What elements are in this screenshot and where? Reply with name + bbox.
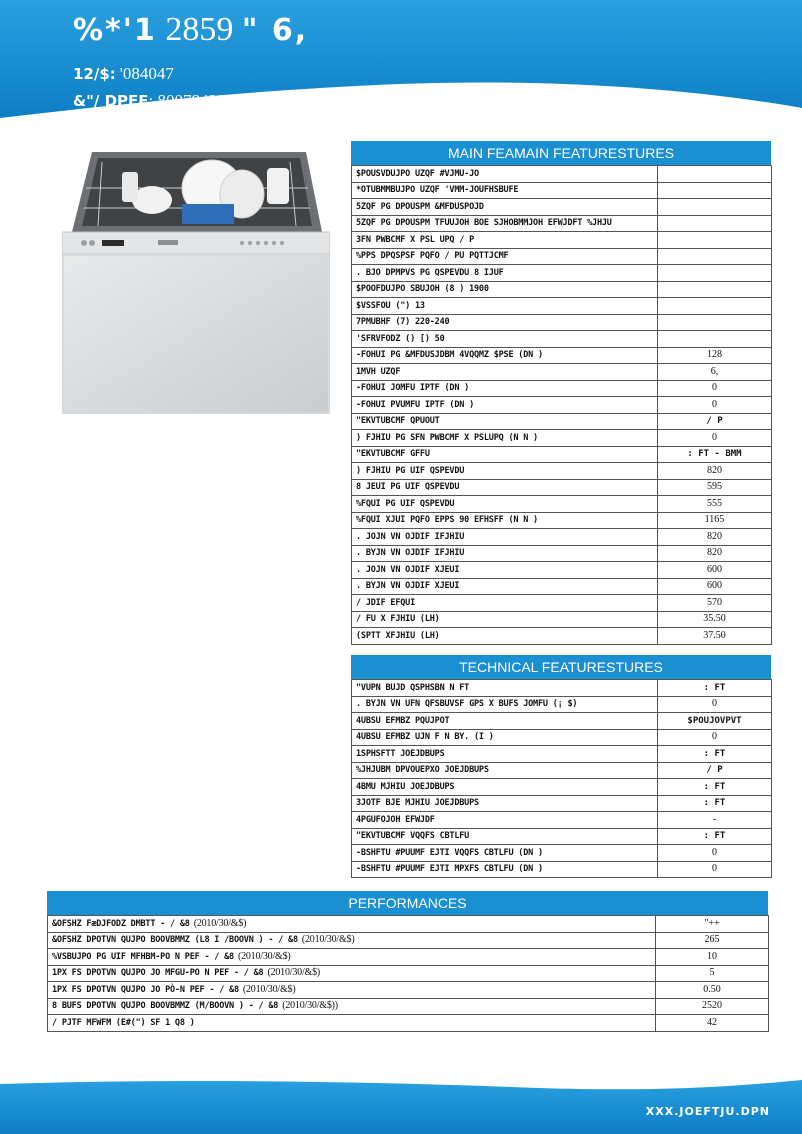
row-value: : FT (658, 779, 772, 796)
row-value: 42 (656, 1015, 769, 1032)
row-value: 1165 (658, 512, 772, 529)
table-row (352, 364, 772, 381)
row-label-text: 1MVH UZQF (356, 366, 401, 377)
row-value: 10 (656, 949, 769, 966)
row-label (48, 916, 656, 933)
table-row (352, 529, 772, 546)
row-value: / P (658, 762, 772, 779)
table-row (48, 1015, 769, 1032)
table-row (352, 845, 772, 862)
row-label (352, 680, 658, 697)
row-label-text: -FOHUI JOMFU IPTF (DN ) (356, 383, 470, 394)
row-label (352, 611, 658, 628)
row-label (352, 281, 658, 298)
row-value (658, 298, 772, 315)
table-row (352, 479, 772, 496)
row-value (658, 232, 772, 249)
row-label-text: 7PMUBHF (7) 220-240 (356, 317, 450, 328)
website-link[interactable]: XXX.JOEFTJU.DPN (645, 1105, 770, 1118)
row-label-text: 4BMU MJHIU JOEJDBUPS (356, 781, 455, 792)
product-code-line: 12/$: '084047 (73, 64, 174, 83)
row-label (352, 199, 658, 216)
row-label (352, 795, 658, 812)
row-label-text: "VUPN BUJD QSPHSBN N FT (356, 682, 470, 693)
row-value: 0 (658, 729, 772, 746)
row-value: 600 (658, 562, 772, 579)
row-label-text: / FU X FJHIU (LH) (356, 614, 440, 625)
row-value: : FT (658, 680, 772, 697)
table-row (352, 446, 772, 463)
row-value: - (658, 812, 772, 829)
table-row (352, 380, 772, 397)
row-label (352, 430, 658, 447)
row-value: 820 (658, 545, 772, 562)
row-label-text: &OFSHZ DPOTVN QUJPO BOOVBMMZ (L8 I /BOOVN ) - / &8 (52, 935, 298, 946)
row-value: / P (658, 413, 772, 430)
row-label-text: (SPTT XFJHIU (LH) (356, 630, 440, 641)
row-label-text: 'SFRVFODZ () [) 50 (356, 333, 445, 344)
row-label-text: 8 BUFS DPOTVN QUJPO BOOVBMMZ (M/BOOVN ) - / &8 (52, 1001, 279, 1012)
row-value: 595 (658, 479, 772, 496)
row-label-extra: (2010/30/&$) (267, 967, 321, 979)
row-label (352, 182, 658, 199)
table-row (352, 628, 772, 645)
row-label-text: "EKVTUBCMF QPUOUT (356, 416, 440, 427)
row-label (352, 545, 658, 562)
row-label-text: &OFSHZ FæDJFODZ DMBTT - / &8 (52, 918, 190, 929)
row-label-extra: (2010/30/&$) (237, 950, 291, 962)
row-label (352, 729, 658, 746)
table-row (352, 463, 772, 480)
row-label-text: -BSHFTU #PUUMF EJTI MPXFS CBTLFU (DN ) (356, 864, 543, 875)
row-label-text: 5ZQF PG DPOUSPM &MFDUSPOJD (356, 201, 484, 212)
technical-features-table (351, 679, 772, 878)
table-row (48, 998, 769, 1015)
row-label (48, 965, 656, 982)
table-row (48, 932, 769, 949)
table-row (352, 331, 772, 348)
row-value: 820 (658, 463, 772, 480)
table-row (352, 182, 772, 199)
row-label-text: 1PX FS DPOTVN QUJPO JO MFGU-PO N PEF - / &8 (52, 968, 264, 979)
row-value: 5 (656, 965, 769, 982)
row-value: 0 (658, 696, 772, 713)
row-label (352, 446, 658, 463)
row-value: 820 (658, 529, 772, 546)
row-label-text: 3JOTF BJE MJHIU JOEJDBUPS (356, 798, 479, 809)
row-value: 555 (658, 496, 772, 513)
row-value: 0 (658, 380, 772, 397)
row-label-text: 3FN PWBCMF X PSL UPQ / P (356, 234, 475, 245)
row-value: 35.50 (658, 611, 772, 628)
row-value: 37.50 (658, 628, 772, 645)
footer-banner (0, 1078, 802, 1134)
row-label-extra: (2010/30/&$)) (282, 1000, 338, 1012)
table-row (352, 828, 772, 845)
row-label-text: ) FJHIU PG UIF QSPEVDU (356, 465, 465, 476)
row-label-text: / PJTF MFWFM (E#(") SF 1 Q8 ) (52, 1017, 195, 1028)
row-label-text: 4UBSU EFMBZ UJN F N BY. (I ) (356, 732, 494, 743)
table-row (352, 611, 772, 628)
row-value: 0 (658, 430, 772, 447)
row-label-text: 4UBSU EFMBZ PQUJPOT (356, 715, 450, 726)
row-label (352, 397, 658, 414)
row-label-text: . JOJN VN OJDIF IFJHIU (356, 531, 465, 542)
row-label-text: . BYJN VN UFN QFSBUVSF GPS X BUFS JOMFU (¡ $) (356, 699, 578, 710)
row-label-text: . BYJN VN OJDIF XJEUI (356, 581, 460, 592)
row-label-extra: (2010/30/&$) (242, 983, 296, 995)
table-row (48, 982, 769, 999)
row-value: $POUJOVPVT (658, 713, 772, 730)
table-row (48, 965, 769, 982)
row-label-text: -FOHUI PG &MFDUSJDBM 4VQQMZ $PSE (DN ) (356, 350, 543, 361)
row-label (352, 496, 658, 513)
row-value: 600 (658, 578, 772, 595)
table-row (352, 265, 772, 282)
row-label (352, 713, 658, 730)
table-row (352, 248, 772, 265)
row-label-text: %VSBUJPO PG UIF MFHBM-PO N PEF - / &8 (52, 951, 234, 962)
table-row (352, 232, 772, 249)
performances-table (47, 915, 769, 1032)
table-row (352, 199, 772, 216)
row-value: : FT (658, 795, 772, 812)
row-label-text: %FQUI XJUI PQFO EPPS 90 EFHSFF (N N ) (356, 515, 538, 526)
table-row (352, 696, 772, 713)
row-value (658, 281, 772, 298)
row-label (352, 331, 658, 348)
row-value (658, 248, 772, 265)
row-label-text: %FQUI PG UIF QSPEVDU (356, 498, 455, 509)
row-value: 0 (658, 397, 772, 414)
table-row (352, 281, 772, 298)
row-label (352, 746, 658, 763)
row-label (48, 982, 656, 999)
row-value (658, 166, 772, 183)
row-label (352, 562, 658, 579)
table-row (352, 166, 772, 183)
row-value: 0.50 (656, 982, 769, 999)
row-label-text: "EKVTUBCMF GFFU (356, 449, 430, 460)
row-label-text: *OTUBMMBUJPO UZQF 'VMM-JOUFHSBUFE (356, 185, 519, 196)
row-label-text: . BJO DPMPVS PG QSPEVDU 8 IJUF (356, 267, 504, 278)
row-value: 6, (658, 364, 772, 381)
table-row (352, 314, 772, 331)
technical-features-heading: TECHNICAL FEATURESTURES (351, 655, 771, 679)
row-value (658, 265, 772, 282)
row-label (352, 314, 658, 331)
row-label (352, 413, 658, 430)
row-label-text: 1PX FS DPOTVN QUJPO JO PÒ-N PEF - / &8 (52, 984, 239, 995)
row-label (48, 998, 656, 1015)
table-row (352, 347, 772, 364)
table-row (352, 562, 772, 579)
main-features-heading: MAIN FEAMAIN FEATURESTURES (351, 141, 771, 165)
table-row (352, 496, 772, 513)
row-label-text: %JHJUBM DPVOUEPXO JOEJDBUPS (356, 765, 489, 776)
row-label-text: "EKVTUBCMF VQQFS CBTLFU (356, 831, 470, 842)
row-label (48, 932, 656, 949)
table-row (352, 729, 772, 746)
table-row (352, 413, 772, 430)
table-row (352, 861, 772, 878)
row-value: 570 (658, 595, 772, 612)
row-value (658, 331, 772, 348)
row-value: : FT - BMM (658, 446, 772, 463)
main-features-table (351, 165, 772, 645)
row-label-text: $POUSVDUJPO UZQF #VJMU-JO (356, 168, 479, 179)
row-label (352, 512, 658, 529)
row-label-text: 8 JEUI PG UIF QSPEVDU (356, 482, 460, 493)
row-value: 0 (658, 861, 772, 878)
row-label-text: $POOFDUJPO SBUJOH (8 ) 1900 (356, 284, 489, 295)
row-value: 265 (656, 932, 769, 949)
row-label-extra: (2010/30/&$) (301, 934, 355, 946)
row-label-text: . BYJN VN OJDIF IFJHIU (356, 548, 465, 559)
row-label (352, 347, 658, 364)
row-label-text: %PPS DPQSPSF PQFO / PU PQTTJCMF (356, 251, 509, 262)
performances-heading: PERFORMANCES (47, 891, 768, 915)
row-value: 2520 (656, 998, 769, 1015)
ean-code-line: &"/ DPEF: 8007842840476 (73, 91, 269, 110)
row-label-text: ) FJHIU PG SFN PWBCMF X PSLUPQ (N N ) (356, 432, 538, 443)
table-row (352, 430, 772, 447)
row-value (658, 314, 772, 331)
table-row (352, 762, 772, 779)
row-label (352, 578, 658, 595)
table-row (352, 215, 772, 232)
row-label-text: -BSHFTU #PUUMF EJTI VQQFS CBTLFU (DN ) (356, 847, 543, 858)
row-label (352, 595, 658, 612)
table-row (352, 512, 772, 529)
row-label (352, 762, 658, 779)
table-row (352, 812, 772, 829)
table-row (352, 779, 772, 796)
row-label (352, 812, 658, 829)
row-label (352, 861, 658, 878)
table-row (352, 397, 772, 414)
row-value (658, 215, 772, 232)
model-title: %*'1 2859 " 6, (73, 11, 309, 48)
row-value (658, 182, 772, 199)
dishwasher-image (62, 148, 330, 416)
row-label (352, 845, 658, 862)
row-value: "++ (656, 916, 769, 933)
table-row (352, 595, 772, 612)
row-label-text: 1SPHSFTT JOEJDBUPS (356, 748, 445, 759)
row-label-text: $VSSFOU (") 13 (356, 300, 425, 311)
header-banner (0, 0, 802, 118)
row-label (352, 828, 658, 845)
row-label (352, 248, 658, 265)
row-label (352, 380, 658, 397)
table-row (352, 680, 772, 697)
row-label (352, 779, 658, 796)
row-value: 0 (658, 845, 772, 862)
table-row (352, 795, 772, 812)
table-row (352, 578, 772, 595)
row-label-extra: (2010/30/&$) (193, 917, 247, 929)
table-row (352, 713, 772, 730)
row-value (658, 199, 772, 216)
row-label (352, 529, 658, 546)
row-label (352, 479, 658, 496)
table-row (352, 545, 772, 562)
row-label-text: / JDIF EFQUI (356, 597, 416, 608)
row-label (352, 463, 658, 480)
row-label (352, 215, 658, 232)
table-row (48, 916, 769, 933)
row-label-text: -FOHUI PVUMFU IPTF (DN ) (356, 399, 475, 410)
row-value: : FT (658, 828, 772, 845)
row-label-text: 5ZQF PG DPOUSPM TFUUJOH BOE SJHOBMMJOH EFWJDFT %JHJU (356, 218, 612, 229)
row-value: 128 (658, 347, 772, 364)
table-row (48, 949, 769, 966)
row-value: : FT (658, 746, 772, 763)
row-label (352, 232, 658, 249)
row-label (48, 949, 656, 966)
row-label (352, 166, 658, 183)
row-label-text: 4PGUFOJOH EFWJDF (356, 814, 435, 825)
table-row (352, 298, 772, 315)
row-label (352, 628, 658, 645)
row-label (352, 364, 658, 381)
row-label (352, 265, 658, 282)
row-label-text: . JOJN VN OJDIF XJEUI (356, 564, 460, 575)
table-row (352, 746, 772, 763)
row-label (48, 1015, 656, 1032)
row-label (352, 298, 658, 315)
row-label (352, 696, 658, 713)
